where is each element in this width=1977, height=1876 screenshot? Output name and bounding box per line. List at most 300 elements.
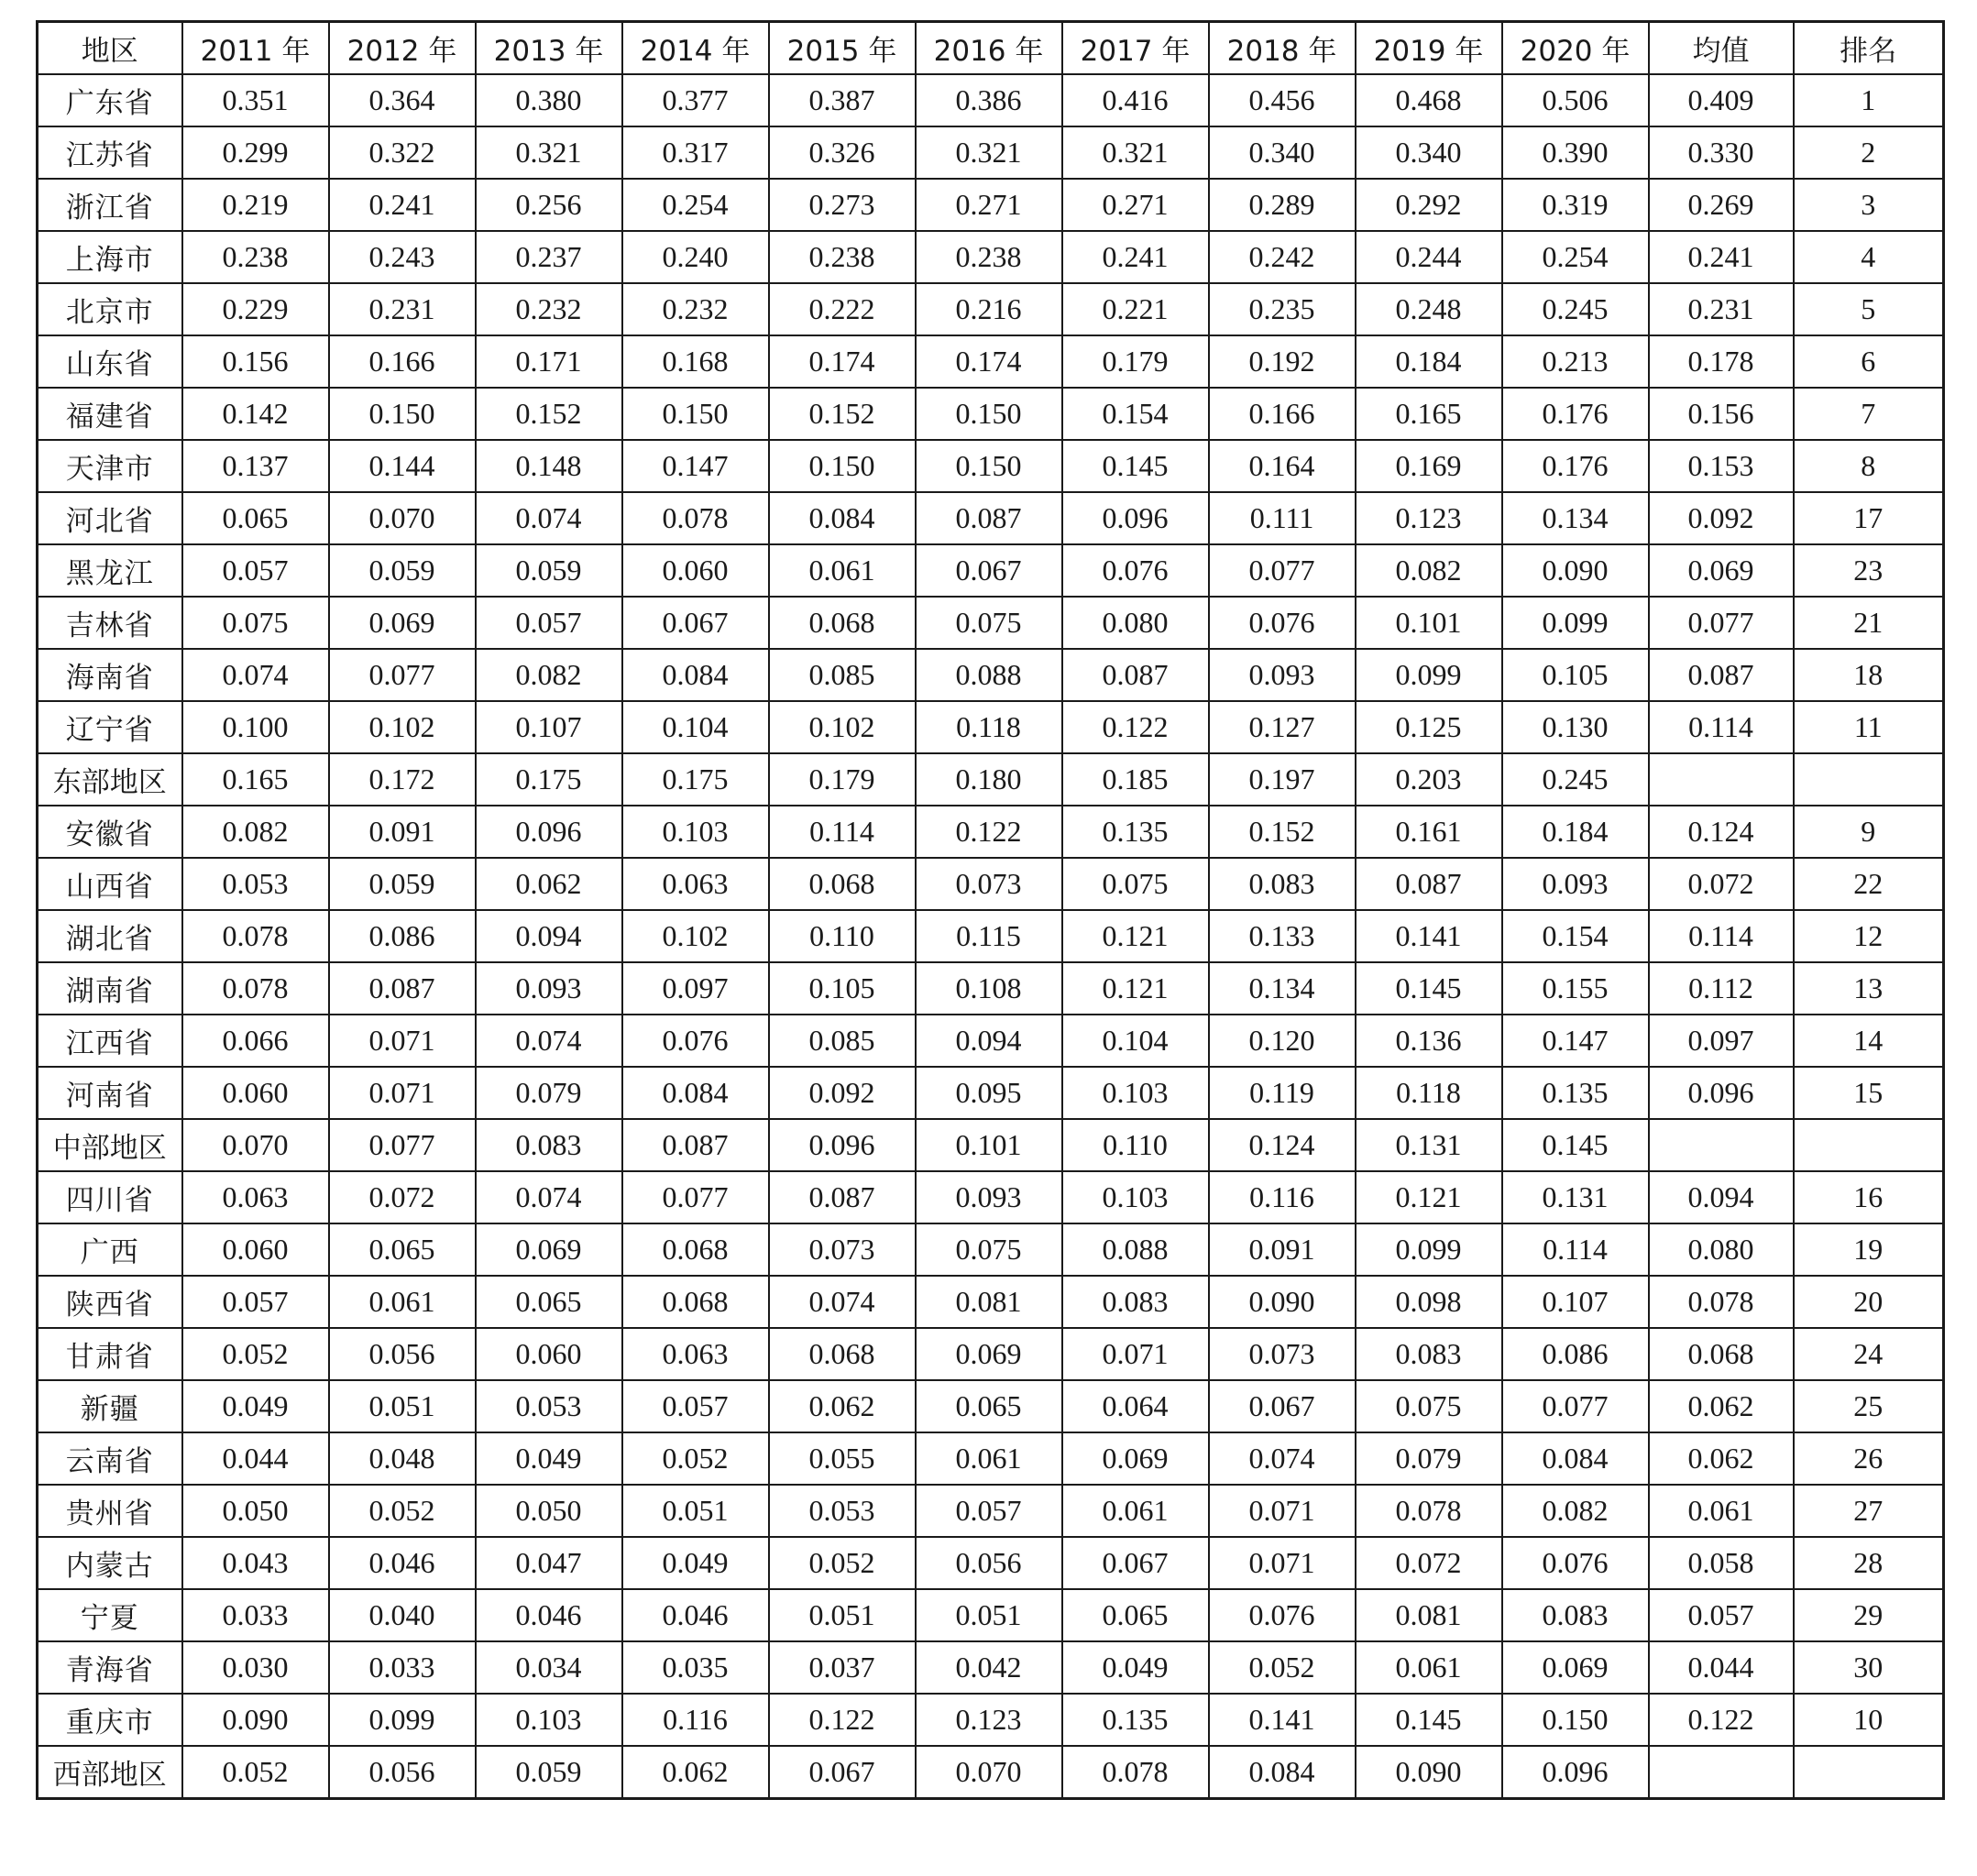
year-value-cell: 0.122 [769,1694,916,1746]
mean-cell: 0.156 [1649,388,1794,440]
year-value-cell: 0.150 [329,388,476,440]
table-row [38,283,1944,335]
year-value-cell: 0.073 [916,858,1062,910]
mean-cell: 0.094 [1649,1171,1794,1223]
year-value-cell: 0.033 [329,1641,476,1694]
year-value-cell: 0.136 [1356,1015,1502,1067]
year-value-cell: 0.114 [1502,1223,1649,1276]
year-value-cell: 0.155 [1502,962,1649,1015]
year-value-cell: 0.122 [1062,701,1209,753]
mean-cell: 0.077 [1649,597,1794,649]
region-name-cell: 内蒙古 [38,1537,182,1589]
table-row [38,962,1944,1015]
mean-cell: 0.096 [1649,1067,1794,1119]
year-value-cell: 0.110 [1062,1119,1209,1171]
year-value-cell: 0.154 [1502,910,1649,962]
column-header-rank: 排名 [1794,22,1944,75]
region-group-row [38,1119,1944,1171]
year-value-cell: 0.073 [1209,1328,1356,1380]
year-value-cell: 0.166 [1209,388,1356,440]
year-value-cell: 0.060 [182,1223,329,1276]
year-value-cell: 0.254 [622,179,769,231]
year-value-cell: 0.242 [1209,231,1356,283]
region-name-cell: 宁夏 [38,1589,182,1641]
year-value-cell: 0.099 [1356,649,1502,701]
year-value-cell: 0.063 [622,1328,769,1380]
region-name-cell: 中部地区 [38,1119,182,1171]
year-value-cell: 0.116 [1209,1171,1356,1223]
year-value-cell: 0.074 [182,649,329,701]
table-row [38,1223,1944,1276]
year-value-cell: 0.067 [1209,1380,1356,1432]
table-row [38,1015,1944,1067]
column-header-year: 2011 年 [182,22,329,75]
year-value-cell: 0.256 [476,179,622,231]
year-value-cell: 0.175 [476,753,622,806]
year-value-cell: 0.074 [1209,1432,1356,1485]
year-value-cell: 0.078 [622,492,769,544]
year-value-cell: 0.321 [476,126,622,179]
year-value-cell: 0.052 [622,1432,769,1485]
year-value-cell: 0.150 [916,388,1062,440]
year-value-cell: 0.222 [769,283,916,335]
mean-cell: 0.044 [1649,1641,1794,1694]
year-value-cell: 0.101 [1356,597,1502,649]
year-value-cell: 0.066 [182,1015,329,1067]
table-body [38,74,1944,1799]
year-value-cell: 0.107 [476,701,622,753]
table-row [38,701,1944,753]
table-row [38,1641,1944,1694]
year-value-cell: 0.074 [476,1015,622,1067]
year-value-cell: 0.087 [916,492,1062,544]
year-value-cell: 0.122 [916,806,1062,858]
year-value-cell: 0.040 [329,1589,476,1641]
year-value-cell: 0.150 [916,440,1062,492]
year-value-cell: 0.085 [769,649,916,701]
year-value-cell: 0.095 [916,1067,1062,1119]
year-value-cell: 0.105 [1502,649,1649,701]
table-row [38,1171,1944,1223]
table-row [38,1537,1944,1589]
year-value-cell: 0.094 [476,910,622,962]
year-value-cell: 0.037 [769,1641,916,1694]
year-value-cell: 0.068 [622,1276,769,1328]
year-value-cell: 0.468 [1356,74,1502,126]
year-value-cell: 0.147 [622,440,769,492]
year-value-cell: 0.088 [1062,1223,1209,1276]
year-value-cell: 0.049 [476,1432,622,1485]
year-value-cell: 0.147 [1502,1015,1649,1067]
region-name-cell: 福建省 [38,388,182,440]
region-name-cell: 湖北省 [38,910,182,962]
mean-cell: 0.124 [1649,806,1794,858]
year-value-cell: 0.082 [182,806,329,858]
year-value-cell: 0.241 [329,179,476,231]
year-value-cell: 0.087 [1356,858,1502,910]
year-value-cell: 0.120 [1209,1015,1356,1067]
year-value-cell: 0.078 [1356,1485,1502,1537]
year-value-cell: 0.074 [476,1171,622,1223]
mean-cell: 0.087 [1649,649,1794,701]
region-name-cell: 海南省 [38,649,182,701]
year-value-cell: 0.141 [1209,1694,1356,1746]
year-value-cell: 0.053 [182,858,329,910]
year-value-cell: 0.232 [622,283,769,335]
year-value-cell: 0.079 [1356,1432,1502,1485]
mean-cell [1649,753,1794,806]
year-value-cell: 0.108 [916,962,1062,1015]
year-value-cell: 0.084 [769,492,916,544]
region-name-cell: 广东省 [38,74,182,126]
year-value-cell: 0.064 [1062,1380,1209,1432]
year-value-cell: 0.197 [1209,753,1356,806]
year-value-cell: 0.125 [1356,701,1502,753]
year-value-cell: 0.121 [1062,910,1209,962]
year-value-cell: 0.243 [329,231,476,283]
region-name-cell: 江苏省 [38,126,182,179]
year-value-cell: 0.104 [1062,1015,1209,1067]
year-value-cell: 0.070 [916,1746,1062,1799]
year-value-cell: 0.340 [1209,126,1356,179]
year-value-cell: 0.119 [1209,1067,1356,1119]
region-name-cell: 黑龙江 [38,544,182,597]
region-name-cell: 天津市 [38,440,182,492]
region-name-cell: 甘肃省 [38,1328,182,1380]
year-value-cell: 0.229 [182,283,329,335]
year-value-cell: 0.057 [916,1485,1062,1537]
year-value-cell: 0.051 [622,1485,769,1537]
year-value-cell: 0.248 [1356,283,1502,335]
year-value-cell: 0.063 [622,858,769,910]
year-value-cell: 0.091 [329,806,476,858]
year-value-cell: 0.156 [182,335,329,388]
table-row [38,1694,1944,1746]
year-value-cell: 0.056 [329,1328,476,1380]
year-value-cell: 0.053 [769,1485,916,1537]
year-value-cell: 0.053 [476,1380,622,1432]
rank-cell: 26 [1794,1432,1944,1485]
year-value-cell: 0.076 [1502,1537,1649,1589]
year-value-cell: 0.078 [1062,1746,1209,1799]
year-value-cell: 0.065 [182,492,329,544]
year-value-cell: 0.166 [329,335,476,388]
year-value-cell: 0.052 [182,1746,329,1799]
year-value-cell: 0.051 [769,1589,916,1641]
year-value-cell: 0.203 [1356,753,1502,806]
rank-cell: 30 [1794,1641,1944,1694]
year-value-cell: 0.168 [622,335,769,388]
year-value-cell: 0.137 [182,440,329,492]
region-name-cell: 云南省 [38,1432,182,1485]
year-value-cell: 0.174 [769,335,916,388]
year-value-cell: 0.060 [476,1328,622,1380]
year-value-cell: 0.056 [916,1537,1062,1589]
year-value-cell: 0.165 [182,753,329,806]
column-header-region: 地区 [38,22,182,75]
year-value-cell: 0.135 [1502,1067,1649,1119]
year-value-cell: 0.050 [182,1485,329,1537]
year-value-cell: 0.506 [1502,74,1649,126]
year-value-cell: 0.086 [1502,1328,1649,1380]
year-value-cell: 0.050 [476,1485,622,1537]
year-value-cell: 0.319 [1502,179,1649,231]
year-value-cell: 0.065 [1062,1589,1209,1641]
year-value-cell: 0.123 [916,1694,1062,1746]
year-value-cell: 0.096 [1062,492,1209,544]
year-value-cell: 0.102 [769,701,916,753]
year-value-cell: 0.245 [1502,753,1649,806]
mean-cell: 0.080 [1649,1223,1794,1276]
rank-cell [1794,753,1944,806]
table-row [38,1432,1944,1485]
year-value-cell: 0.074 [769,1276,916,1328]
year-value-cell: 0.165 [1356,388,1502,440]
year-value-cell: 0.071 [329,1067,476,1119]
column-header-year: 2014 年 [622,22,769,75]
year-value-cell: 0.071 [1062,1328,1209,1380]
mean-cell [1649,1746,1794,1799]
year-value-cell: 0.094 [916,1015,1062,1067]
year-value-cell: 0.180 [916,753,1062,806]
year-value-cell: 0.092 [769,1067,916,1119]
rank-cell: 19 [1794,1223,1944,1276]
year-value-cell: 0.238 [182,231,329,283]
mean-cell: 0.112 [1649,962,1794,1015]
year-value-cell: 0.088 [916,649,1062,701]
year-value-cell: 0.077 [1502,1380,1649,1432]
region-name-cell: 辽宁省 [38,701,182,753]
year-value-cell: 0.135 [1062,806,1209,858]
year-value-cell: 0.077 [329,1119,476,1171]
year-value-cell: 0.068 [769,1328,916,1380]
year-value-cell: 0.055 [769,1432,916,1485]
rank-cell: 1 [1794,74,1944,126]
year-value-cell: 0.131 [1356,1119,1502,1171]
table-row [38,231,1944,283]
mean-cell: 0.058 [1649,1537,1794,1589]
year-value-cell: 0.134 [1209,962,1356,1015]
year-value-cell: 0.059 [476,1746,622,1799]
year-value-cell: 0.065 [329,1223,476,1276]
year-value-cell: 0.326 [769,126,916,179]
mean-cell: 0.330 [1649,126,1794,179]
year-value-cell: 0.179 [769,753,916,806]
year-value-cell: 0.082 [1356,544,1502,597]
year-value-cell: 0.033 [182,1589,329,1641]
table-row [38,179,1944,231]
rank-cell: 14 [1794,1015,1944,1067]
year-value-cell: 0.102 [329,701,476,753]
year-value-cell: 0.061 [1062,1485,1209,1537]
year-value-cell: 0.051 [329,1380,476,1432]
year-value-cell: 0.077 [1209,544,1356,597]
year-value-cell: 0.076 [1209,1589,1356,1641]
table-row [38,858,1944,910]
year-value-cell: 0.161 [1356,806,1502,858]
year-value-cell: 0.030 [182,1641,329,1694]
year-value-cell: 0.083 [1356,1328,1502,1380]
year-value-cell: 0.087 [769,1171,916,1223]
year-value-cell: 0.057 [182,1276,329,1328]
rank-cell: 27 [1794,1485,1944,1537]
rank-cell: 6 [1794,335,1944,388]
year-value-cell: 0.456 [1209,74,1356,126]
year-value-cell: 0.351 [182,74,329,126]
year-value-cell: 0.084 [1209,1746,1356,1799]
year-value-cell: 0.069 [1062,1432,1209,1485]
year-value-cell: 0.067 [1062,1537,1209,1589]
rank-cell: 22 [1794,858,1944,910]
year-value-cell: 0.059 [329,544,476,597]
year-value-cell: 0.123 [1356,492,1502,544]
region-name-cell: 山西省 [38,858,182,910]
year-value-cell: 0.057 [182,544,329,597]
year-value-cell: 0.083 [1502,1589,1649,1641]
region-name-cell: 新疆 [38,1380,182,1432]
year-value-cell: 0.271 [1062,179,1209,231]
year-value-cell: 0.133 [1209,910,1356,962]
year-value-cell: 0.100 [182,701,329,753]
table-row [38,597,1944,649]
year-value-cell: 0.103 [1062,1171,1209,1223]
rank-cell: 11 [1794,701,1944,753]
year-value-cell: 0.061 [916,1432,1062,1485]
year-value-cell: 0.099 [1502,597,1649,649]
region-name-cell: 上海市 [38,231,182,283]
year-value-cell: 0.063 [182,1171,329,1223]
year-value-cell: 0.237 [476,231,622,283]
year-value-cell: 0.110 [769,910,916,962]
year-value-cell: 0.238 [916,231,1062,283]
year-value-cell: 0.072 [1356,1537,1502,1589]
table-row [38,74,1944,126]
rank-cell: 10 [1794,1694,1944,1746]
mean-cell: 0.078 [1649,1276,1794,1328]
year-value-cell: 0.103 [476,1694,622,1746]
year-value-cell: 0.057 [622,1380,769,1432]
year-value-cell: 0.071 [329,1015,476,1067]
year-value-cell: 0.084 [622,1067,769,1119]
year-value-cell: 0.148 [476,440,622,492]
rank-cell: 24 [1794,1328,1944,1380]
year-value-cell: 0.192 [1209,335,1356,388]
year-value-cell: 0.142 [182,388,329,440]
mean-cell: 0.092 [1649,492,1794,544]
table-row [38,806,1944,858]
year-value-cell: 0.121 [1062,962,1209,1015]
year-value-cell: 0.093 [1209,649,1356,701]
year-value-cell: 0.115 [916,910,1062,962]
year-value-cell: 0.118 [916,701,1062,753]
year-value-cell: 0.083 [1062,1276,1209,1328]
year-value-cell: 0.134 [1502,492,1649,544]
rank-cell: 9 [1794,806,1944,858]
year-value-cell: 0.096 [1502,1746,1649,1799]
year-value-cell: 0.380 [476,74,622,126]
rank-cell: 8 [1794,440,1944,492]
year-value-cell: 0.052 [182,1328,329,1380]
year-value-cell: 0.145 [1502,1119,1649,1171]
year-value-cell: 0.135 [1062,1694,1209,1746]
year-value-cell: 0.231 [329,283,476,335]
table-row [38,649,1944,701]
year-value-cell: 0.090 [1502,544,1649,597]
rank-cell: 21 [1794,597,1944,649]
rank-cell: 29 [1794,1589,1944,1641]
year-value-cell: 0.093 [476,962,622,1015]
region-name-cell: 东部地区 [38,753,182,806]
mean-cell: 0.068 [1649,1328,1794,1380]
column-header-mean: 均值 [1649,22,1794,75]
year-value-cell: 0.052 [769,1537,916,1589]
mean-cell: 0.241 [1649,231,1794,283]
column-header-year: 2020 年 [1502,22,1649,75]
year-value-cell: 0.116 [622,1694,769,1746]
year-value-cell: 0.046 [329,1537,476,1589]
column-header-year: 2015 年 [769,22,916,75]
region-name-cell: 四川省 [38,1171,182,1223]
year-value-cell: 0.077 [329,649,476,701]
region-name-cell: 安徽省 [38,806,182,858]
mean-cell: 0.062 [1649,1380,1794,1432]
year-value-cell: 0.175 [622,753,769,806]
year-value-cell: 0.069 [916,1328,1062,1380]
year-value-cell: 0.087 [1062,649,1209,701]
region-group-row [38,1746,1944,1799]
column-header-year: 2018 年 [1209,22,1356,75]
year-value-cell: 0.073 [769,1223,916,1276]
year-value-cell: 0.090 [1209,1276,1356,1328]
year-value-cell: 0.067 [916,544,1062,597]
year-value-cell: 0.321 [916,126,1062,179]
year-value-cell: 0.244 [1356,231,1502,283]
mean-cell: 0.114 [1649,701,1794,753]
year-value-cell: 0.084 [1502,1432,1649,1485]
table-row [38,440,1944,492]
mean-cell: 0.061 [1649,1485,1794,1537]
year-value-cell: 0.049 [182,1380,329,1432]
year-value-cell: 0.184 [1356,335,1502,388]
year-value-cell: 0.090 [1356,1746,1502,1799]
year-value-cell: 0.150 [1502,1694,1649,1746]
year-value-cell: 0.075 [916,597,1062,649]
mean-cell [1649,1119,1794,1171]
year-value-cell: 0.145 [1356,1694,1502,1746]
year-value-cell: 0.114 [769,806,916,858]
year-value-cell: 0.070 [182,1119,329,1171]
year-value-cell: 0.416 [1062,74,1209,126]
mean-cell: 0.122 [1649,1694,1794,1746]
year-value-cell: 0.071 [1209,1537,1356,1589]
year-value-cell: 0.245 [1502,283,1649,335]
year-value-cell: 0.076 [622,1015,769,1067]
year-value-cell: 0.099 [1356,1223,1502,1276]
table-row [38,1276,1944,1328]
year-value-cell: 0.084 [622,649,769,701]
year-value-cell: 0.078 [182,910,329,962]
year-value-cell: 0.062 [476,858,622,910]
year-value-cell: 0.127 [1209,701,1356,753]
year-value-cell: 0.164 [1209,440,1356,492]
year-value-cell: 0.364 [329,74,476,126]
year-value-cell: 0.052 [1209,1641,1356,1694]
year-value-cell: 0.131 [1502,1171,1649,1223]
year-value-cell: 0.096 [769,1119,916,1171]
year-value-cell: 0.076 [1062,544,1209,597]
year-value-cell: 0.059 [329,858,476,910]
mean-cell: 0.069 [1649,544,1794,597]
